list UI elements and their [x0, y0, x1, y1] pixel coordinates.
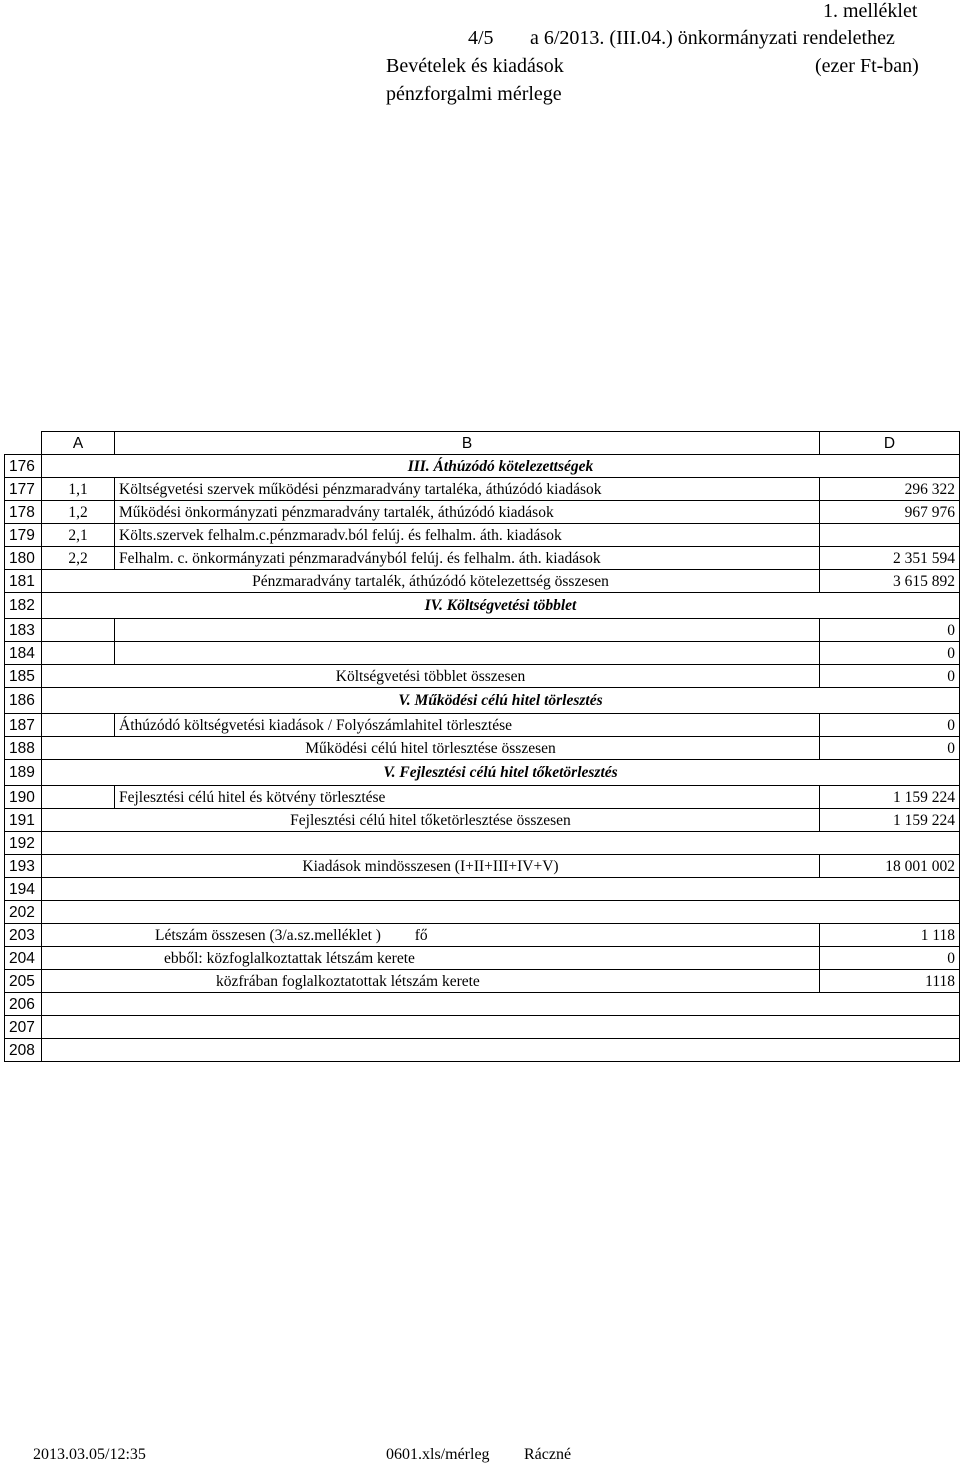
row-number: 182: [5, 593, 42, 619]
subtotal-label: Költségvetési többlet összesen: [42, 665, 820, 688]
description-cell: közfrában foglalkoztatottak létszám kerete: [42, 970, 820, 993]
grand-total-amount: 18 001 002: [820, 855, 960, 878]
amount-cell: 1118: [820, 970, 960, 993]
table-row: [5, 878, 960, 901]
annex-label: 1. melléklet: [823, 0, 918, 22]
table-row: [5, 970, 960, 993]
column-a-header: A: [42, 432, 115, 455]
row-number: 178: [5, 501, 42, 524]
regulation-page-ref: 4/5: [468, 27, 494, 49]
section-heading: IV. Költségvetési többlet: [42, 593, 960, 619]
subtotal-label: Pénzmaradvány tartalék, áthúzódó kötelezettség összesen: [42, 570, 820, 593]
row-number: 208: [5, 1039, 42, 1062]
table-row: [5, 786, 960, 809]
amount-cell: 1 159 224: [820, 786, 960, 809]
amount-cell: 967 976: [820, 501, 960, 524]
row-number: 180: [5, 547, 42, 570]
table-row: [5, 947, 960, 970]
table-row: [5, 924, 960, 947]
row-number: 192: [5, 832, 42, 855]
description-cell: Felhalm. c. önkormányzati pénzmaradványból felúj. és felhalm. áth. kiadások: [115, 547, 820, 570]
row-number: 186: [5, 688, 42, 714]
row-number: 177: [5, 478, 42, 501]
table-row: [5, 737, 960, 760]
regulation-ref: a 6/2013. (III.04.) önkormányzati rendelethez: [530, 27, 895, 49]
table-row: [5, 524, 960, 547]
table-row: [5, 593, 960, 619]
description-cell: Fejlesztési célú hitel és kötvény törlesztése: [115, 786, 820, 809]
row-number: 187: [5, 714, 42, 737]
row-number: 189: [5, 760, 42, 786]
corner-cell: [5, 432, 42, 455]
description-cell: ebből: közfoglalkoztattak létszám kerete: [42, 947, 820, 970]
amount-cell: 1 118: [820, 924, 960, 947]
row-number: 184: [5, 642, 42, 665]
table-row: [5, 547, 960, 570]
table-row: [5, 832, 960, 855]
empty-cell: [42, 1039, 960, 1062]
description-cell: Áthúzódó költségvetési kiadások / Folyószámlahitel törlesztése: [115, 714, 820, 737]
code-cell: 2,1: [42, 524, 115, 547]
code-cell: [42, 642, 115, 665]
amount-cell: 0: [820, 619, 960, 642]
table-row: [5, 642, 960, 665]
headcount-unit: fő: [414, 926, 428, 944]
empty-cell: [42, 832, 960, 855]
doc-title-line2: pénzforgalmi mérlege: [386, 83, 562, 105]
description-cell: Költségvetési szervek működési pénzmaradvány tartaléka, áthúzódó kiadások: [115, 478, 820, 501]
code-cell: [42, 714, 115, 737]
amount-cell: 2 351 594: [820, 547, 960, 570]
empty-cell: [42, 878, 960, 901]
column-header-row: [5, 432, 960, 455]
table-row: [5, 901, 960, 924]
table-row: [5, 993, 960, 1016]
table-row: [5, 570, 960, 593]
row-number: 193: [5, 855, 42, 878]
footer-file: 0601.xls/mérleg: [386, 1446, 490, 1463]
section-heading: III. Áthúzódó kötelezettségek: [42, 455, 960, 478]
amount-cell: 0: [820, 947, 960, 970]
unit-label: (ezer Ft-ban): [815, 55, 919, 77]
grand-total-label: Kiadások mindösszesen (I+II+III+IV+V): [42, 855, 820, 878]
section-heading: V. Fejlesztési célú hitel tőketörlesztés: [42, 760, 960, 786]
row-number: 206: [5, 993, 42, 1016]
doc-title-line1: Bevételek és kiadások: [386, 55, 564, 77]
code-cell: 1,1: [42, 478, 115, 501]
amount-cell: [820, 524, 960, 547]
row-number: 203: [5, 924, 42, 947]
column-b-header: B: [115, 432, 820, 455]
table-row: [5, 760, 960, 786]
code-cell: 2,2: [42, 547, 115, 570]
row-number: 176: [5, 455, 42, 478]
row-number: 207: [5, 1016, 42, 1039]
amount-cell: 0: [820, 714, 960, 737]
table-row: [5, 1016, 960, 1039]
table-row: [5, 855, 960, 878]
amount-cell: 0: [820, 642, 960, 665]
footer-date: 2013.03.05/12:35: [33, 1446, 146, 1463]
column-d-header: D: [820, 432, 960, 455]
description-cell: Működési önkormányzati pénzmaradvány tartalék, áthúzódó kiadások: [115, 501, 820, 524]
row-number: 191: [5, 809, 42, 832]
row-number: 205: [5, 970, 42, 993]
empty-cell: [42, 1016, 960, 1039]
headcount-label: Létszám összesen (3/a.sz.melléklet ): [155, 926, 381, 944]
empty-cell: [42, 993, 960, 1016]
table-row: [5, 455, 960, 478]
table-row: [5, 501, 960, 524]
code-cell: 1,2: [42, 501, 115, 524]
section-heading: V. Működési célú hitel törlesztés: [42, 688, 960, 714]
table-row: [5, 688, 960, 714]
amount-cell: 296 322: [820, 478, 960, 501]
row-number: 181: [5, 570, 42, 593]
description-cell: [115, 642, 820, 665]
description-cell: [115, 619, 820, 642]
empty-cell: [42, 901, 960, 924]
description-cell: Költs.szervek felhalm.c.pénzmaradv.ból felúj. és felhalm. áth. kiadások: [115, 524, 820, 547]
code-cell: [42, 786, 115, 809]
amount-cell: 3 615 892: [820, 570, 960, 593]
table-row: [5, 1039, 960, 1062]
amount-cell: 1 159 224: [820, 809, 960, 832]
row-number: 190: [5, 786, 42, 809]
footer-author: Ráczné: [524, 1446, 572, 1463]
row-number: 183: [5, 619, 42, 642]
row-number: 202: [5, 901, 42, 924]
amount-cell: 0: [820, 737, 960, 760]
subtotal-label: Működési célú hitel törlesztése összesen: [42, 737, 820, 760]
subtotal-label: Fejlesztési célú hitel tőketörlesztése összesen: [42, 809, 820, 832]
table-row: [5, 665, 960, 688]
code-cell: [42, 619, 115, 642]
table-row: [5, 619, 960, 642]
row-number: 204: [5, 947, 42, 970]
headcount-cell: [42, 924, 820, 947]
table-row: [5, 714, 960, 737]
table-row: [5, 809, 960, 832]
row-number: 179: [5, 524, 42, 547]
row-number: 194: [5, 878, 42, 901]
table-row: [5, 478, 960, 501]
row-number: 185: [5, 665, 42, 688]
amount-cell: 0: [820, 665, 960, 688]
balance-table: [4, 431, 960, 1062]
row-number: 188: [5, 737, 42, 760]
